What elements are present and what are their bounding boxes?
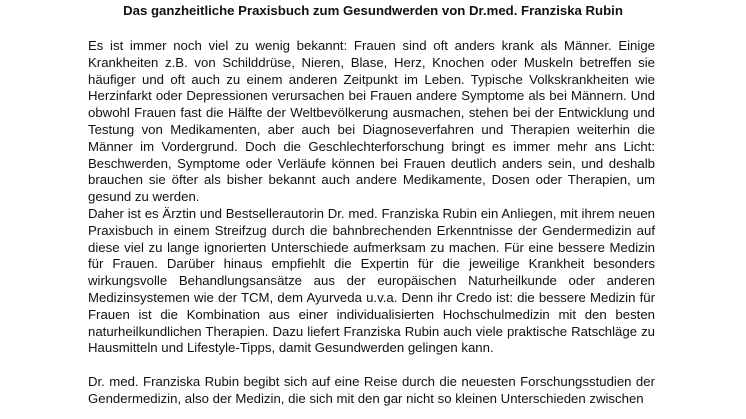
document-body [88, 38, 655, 408]
paragraph-intro: Es ist immer noch viel zu wenig bekannt: Frauen sind oft anders krank als Männer. Einige Krankheiten z.B. von Schilddrüse, Nieren, Blase, Herz, Knochen oder Muskeln betreffen sie häufiger und oft auch zu einem anderen Zeitpunkt im Leben. Typische Volkskrankheiten wie Herzinfarkt oder Depressionen verursachen bei Frauen andere Symptome als bei Männern. Und obwohl Frauen fast die Hälfte der Weltbevölkerung ausmachen, stehen bei der Entwicklung und Testung von Medikamenten, aber auch bei Diagnoseverfahren und Therapien weiterhin die Männer im Vordergrund. Doch die Geschlechterforschung bringt es immer mehr ans Licht: Beschwerden, Symptome oder Verläufe können bei Frauen deutlich anders sein, und deshalb brauchen sie öfter als bisher bekannt auch andere Medikamente, Dosen oder Therapien, um gesund zu werden. [88, 38, 655, 205]
paragraph-research-journey: Dr. med. Franziska Rubin begibt sich auf eine Reise durch die neuesten Forschungsstudien der Gendermedizin, also der Medizin, die sich mit den gar nicht so kleinen Unterschieden zwischen [88, 373, 655, 406]
document-title: Das ganzheitliche Praxisbuch zum Gesundwerden von Dr.med. Franziska Rubin [123, 3, 623, 18]
paragraph-author-mission: Daher ist es Ärztin und Bestsellerautorin Dr. med. Franziska Rubin ein Anliegen, mit ihrem neuen Praxisbuch in einem Streifzug durch die bahnbrechenden Erkenntnisse der Gendermedizin auf diese viel zu lange ignorierten Unterschiede aufmerksam zu machen. Für eine bessere Medizin für Frauen. Darüber hinaus empfiehlt die Expertin für die jeweilige Krankheit besonders wirkungsvolle Behandlungsansätze aus der europäischen Naturheilkunde oder anderen Medizinsystemen wie der TCM, dem Ayurveda u.v.a. Denn ihr Credo ist: die bessere Medizin für Frauen ist die Kombination aus einer individualisierten Hochschulmedizin mit den besten naturheilkundlichen Therapien. Dazu liefert Franziska Rubin auch viele praktische Ratschläge zu Hausmitteln und Lifestyle-Tipps, damit Gesundwerden gelingen kann. [88, 205, 655, 356]
